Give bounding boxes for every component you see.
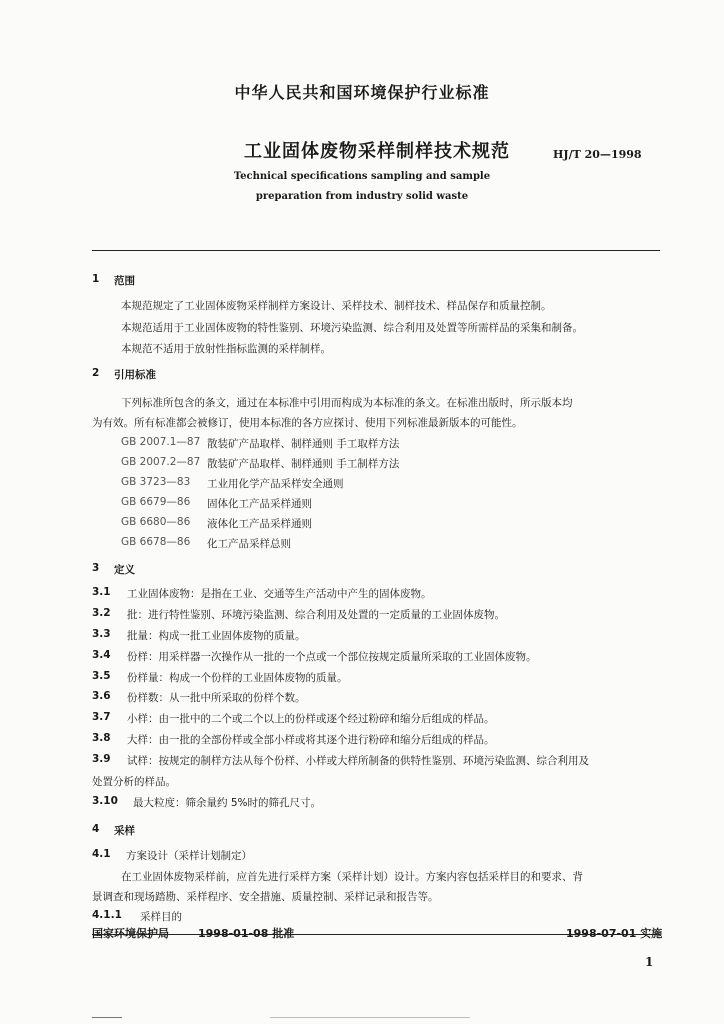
reference-code: GB 6680—86 [121, 516, 191, 528]
scan-artifact-line [92, 1017, 122, 1018]
section-3-heading [92, 562, 392, 578]
definition-text: 大样：由一批的全部份样或全部小样或将其逐个进行粉碎和缩分后组成的样品。 [127, 734, 495, 746]
paragraph: 本规范适用于工业固体废物的特性鉴别、环境污染监测、综合利用及处置等所需样品的采集和制备。 [121, 322, 583, 334]
english-title-line-1: Technical specifications sampling and sample [233, 171, 491, 182]
definition-text: 份样数：从一批中所采取的份样个数。 [127, 692, 306, 704]
definition-text: 最大粒度：筛余量约 5%时的筛孔尺寸。 [133, 797, 321, 809]
paragraph: 为有效。所有标准都会被修订，使用本标准的各方应探讨、使用下列标准最新版本的可能性。 [92, 417, 523, 429]
reference-item [121, 456, 541, 472]
definition-number: 3.5 [92, 670, 111, 682]
definition-text: 小样：由一批中的二个或二个以上的份样或逐个经过粉碎和缩分后组成的样品。 [127, 713, 495, 725]
definition-number: 3.1 [92, 586, 111, 598]
section-number: 2 [92, 367, 100, 379]
scan-artifact-line [270, 1017, 470, 1018]
page-number: 1 [645, 955, 654, 969]
reference-code: GB 3723—83 [121, 476, 191, 488]
definition-number: 3.3 [92, 628, 111, 640]
section-1-heading [92, 273, 392, 289]
section-title: 定义 [114, 564, 135, 576]
reference-title: 散装矿产品取样、制样通则 手工制样方法 [207, 458, 400, 470]
issuing-authority: 国家环境保护局 [92, 927, 169, 940]
definition-text: 工业固体废物：是指在工业、交通等生产活动中产生的固体废物。 [127, 588, 432, 600]
section-title: 引用标准 [114, 369, 156, 381]
subsection-number: 4.1 [92, 848, 111, 860]
definition-number: 3.8 [92, 732, 111, 744]
definition-text-continued: 处置分析的样品。 [92, 776, 176, 788]
reference-item [121, 436, 541, 452]
reference-code: GB 2007.1—87 [121, 436, 201, 448]
reference-code: GB 2007.2—87 [121, 456, 201, 468]
subsection-number: 4.1.1 [92, 909, 122, 921]
approval-date: 1998-01-08 批准 [198, 927, 295, 940]
paragraph: 在工业固体废物采样前，应首先进行采样方案（采样计划）设计。方案内容包括采样目的和要求、背 [121, 871, 583, 883]
reference-item [121, 516, 541, 532]
subsection-title: 方案设计（采样计划制定） [126, 850, 252, 862]
definition-text: 批：进行特性鉴别、环境污染监测、综合利用及处置的一定质量的工业固体废物。 [127, 609, 505, 621]
section-number: 3 [92, 562, 100, 574]
paragraph: 本规范规定了工业固体废物采样制样方案设计、采样技术、制样技术、样品保存和质量控制。 [121, 300, 552, 312]
section-4-heading [92, 823, 392, 839]
definition-number: 3.9 [92, 753, 111, 765]
english-title-line-2: preparation from industry solid waste [255, 191, 469, 202]
definition-number: 3.7 [92, 711, 111, 723]
reference-title: 散装矿产品取样、制样通则 手工取样方法 [207, 438, 400, 450]
reference-title: 工业用化学产品采样安全通则 [207, 478, 344, 490]
definition-text: 份样：用采样器一次操作从一批的一个点或一个部位按规定质量所采取的工业固体废物。 [127, 651, 537, 663]
definition-number: 3.6 [92, 690, 111, 702]
section-number: 1 [92, 273, 100, 285]
reference-item [121, 496, 541, 512]
reference-title: 固体化工产品采样通则 [207, 498, 312, 510]
definition-number: 3.2 [92, 607, 111, 619]
document-title: 工业固体废物采样制样技术规范 [244, 141, 510, 162]
definition-text: 份样量：构成一个份样的工业固体废物的质量。 [127, 672, 348, 684]
definition-text: 批量：构成一批工业固体废物的质量。 [127, 630, 306, 642]
footer-divider [92, 934, 660, 935]
reference-code: GB 6678—86 [121, 536, 191, 548]
section-title: 采样 [114, 825, 135, 837]
paragraph: 景调查和现场踏勘、采样程序、安全措施、质量控制、采样记录和报告等。 [92, 891, 439, 903]
reference-title: 化工产品采样总则 [207, 538, 291, 550]
section-title: 范围 [114, 275, 135, 287]
header-divider [92, 250, 660, 251]
implementation-date: 1998-07-01 实施 [566, 927, 663, 940]
definition-number: 3.4 [92, 649, 111, 661]
subsection-title: 采样目的 [140, 911, 182, 923]
reference-item [121, 536, 541, 552]
definition-text: 试样：按规定的制样方法从每个份样、小样或大样所制备的供特性鉴别、环境污染监测、综合利用及 [127, 755, 589, 767]
section-number: 4 [92, 823, 100, 835]
reference-code: GB 6679—86 [121, 496, 191, 508]
reference-item [121, 476, 541, 492]
paragraph: 下列标准所包含的条文，通过在本标准中引用而构成为本标准的条文。在标准出版时，所示版本均 [121, 397, 573, 409]
standard-code: HJ/T 20—1998 [553, 148, 642, 161]
reference-title: 液体化工产品采样通则 [207, 518, 312, 530]
definition-number: 3.10 [92, 795, 118, 807]
section-2-heading [92, 367, 392, 383]
standard-category-header: 中华人民共和国环境保护行业标准 [234, 83, 490, 102]
paragraph: 本规范不适用于放射性指标监测的采样制样。 [121, 343, 331, 355]
